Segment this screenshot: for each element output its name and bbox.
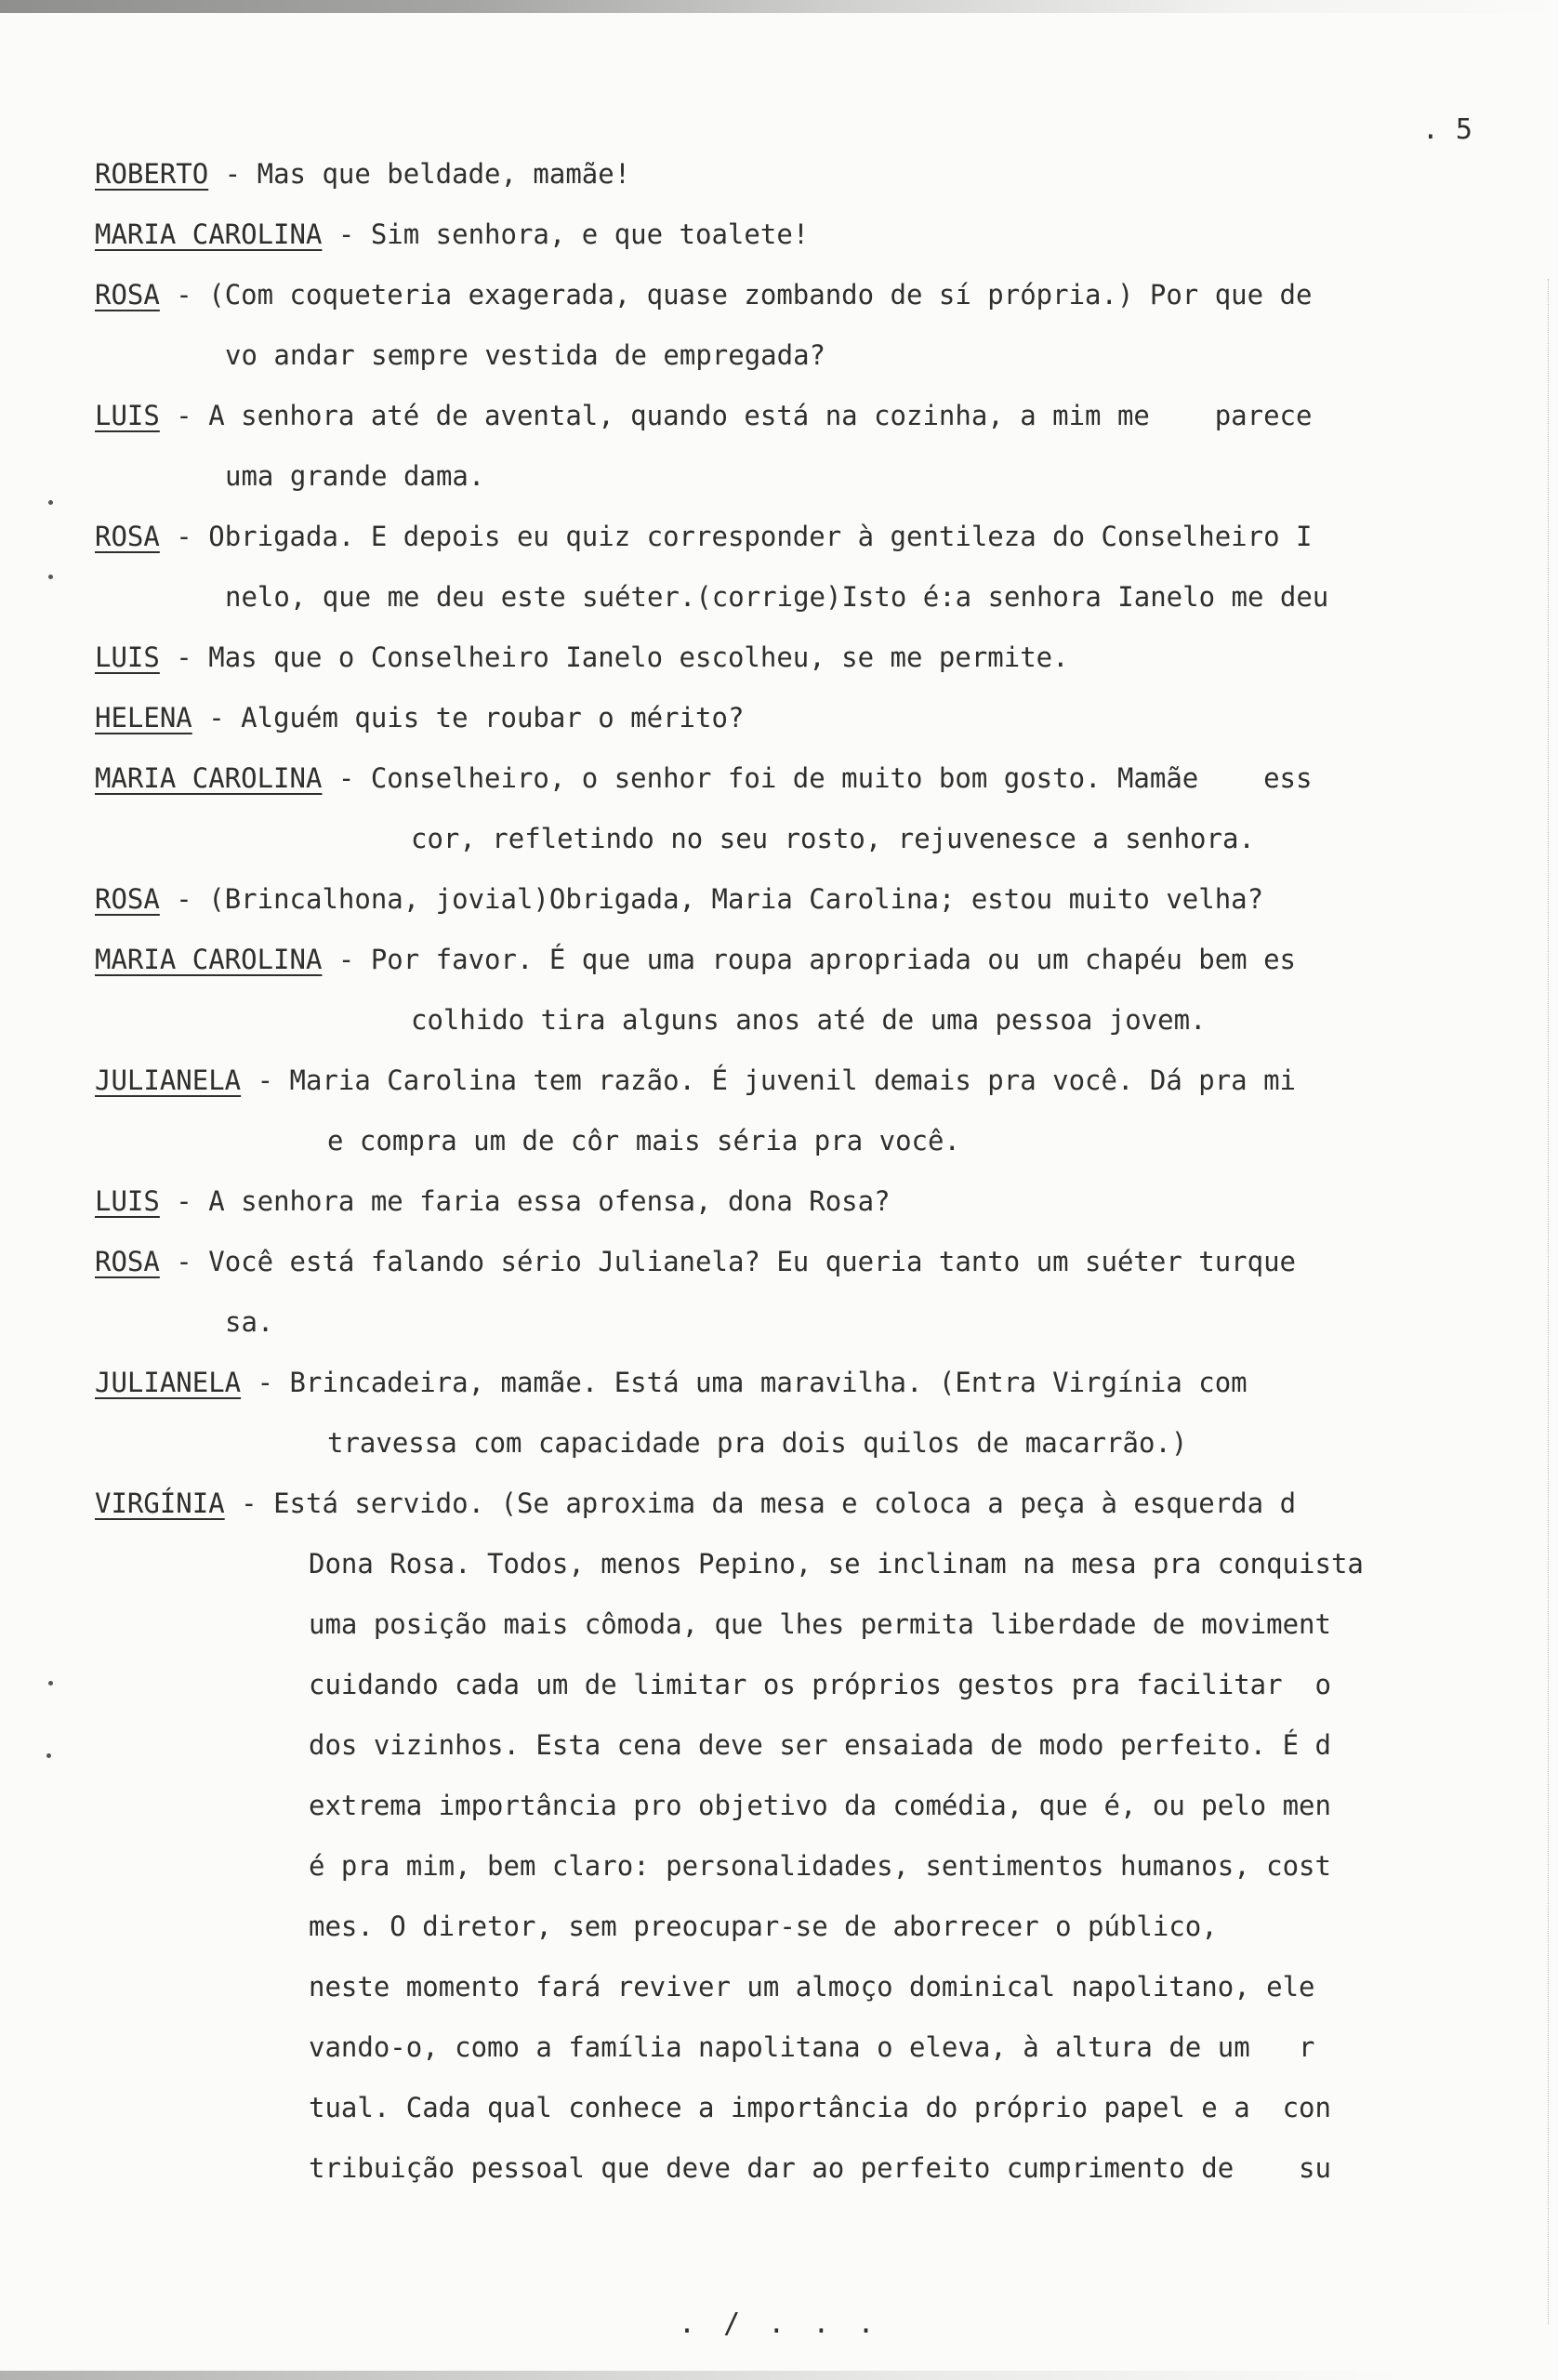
speaker-name: ROBERTO	[95, 158, 209, 190]
dialogue-continuation: cuidando cada um de limitar os próprios gestos pra facilitar o	[309, 1669, 1331, 1700]
speaker-separator: -	[159, 521, 209, 552]
dialogue-continuation: tribuição pessoal que deve dar ao perfeito cumprimento de su	[309, 2152, 1331, 2184]
dialogue-text: Alguém quis te roubar o mérito?	[241, 702, 745, 734]
speaker-name: LUIS	[95, 1185, 160, 1217]
dialogue-continuation: uma posição mais cômoda, que lhes permita liberdade de moviment	[309, 1608, 1331, 1640]
speaker-separator: -	[191, 702, 242, 734]
speaker-separator: -	[241, 1064, 290, 1096]
dialogue-continuation: uma grande dama.	[225, 460, 485, 492]
speaker-separator: -	[159, 883, 209, 915]
dialogue-continuation: extrema importância pro objetivo da comédia, que é, ou pelo men	[309, 1790, 1331, 1821]
dialogue-continuation: e compra um de côr mais séria pra você.	[327, 1125, 960, 1157]
dialogue-text: Você está falando sério Julianela? Eu queria tanto um suéter turque	[208, 1246, 1297, 1277]
scan-edge-bottom	[0, 2371, 1558, 2380]
speaker-separator: -	[159, 1185, 209, 1217]
dialogue-continuation: neste momento fará reviver um almoço dominical napolitano, ele	[309, 1971, 1315, 2003]
dialogue-text: Está servido. (Se aproxima da mesa e coloca a peça à esquerda d	[273, 1488, 1297, 1519]
speaker-name: LUIS	[95, 400, 160, 431]
dialogue-line	[95, 1232, 1489, 1292]
speaker-name: ROSA	[95, 1246, 160, 1277]
speaker-name: ROSA	[95, 521, 160, 552]
speaker-separator: -	[208, 158, 257, 190]
dialogue-text: Obrigada. E depois eu quiz corresponder à gentileza do Conselheiro I	[208, 521, 1313, 552]
dialogue-line	[95, 1474, 1489, 1534]
page-number: . 5	[1421, 113, 1472, 146]
speaker-separator: -	[241, 1367, 290, 1398]
dialogue-line	[95, 265, 1489, 325]
scan-speck	[46, 1753, 51, 1758]
dialogue-continuation: tual. Cada qual conhece a importância do próprio papel e a con	[309, 2092, 1331, 2123]
dialogue-text: Maria Carolina tem razão. É juvenil demais pra você. Dá pra mi	[289, 1064, 1297, 1096]
speaker-separator: -	[159, 400, 209, 431]
speaker-name: LUIS	[95, 641, 160, 673]
dialogue-line	[95, 628, 1489, 688]
speaker-name: MARIA CAROLINA	[95, 218, 323, 250]
dialogue-line	[95, 688, 1489, 748]
dialogue-line	[95, 507, 1489, 567]
dialogue-continuation: vando-o, como a família napolitana o eleva, à altura de um r	[309, 2031, 1315, 2063]
speaker-name: MARIA CAROLINA	[95, 944, 323, 975]
dialogue-line	[95, 930, 1489, 990]
dialogue-text: Mas que beldade, mamãe!	[257, 158, 631, 190]
speaker-name: HELENA	[95, 702, 192, 734]
dialogue-text: Brincadeira, mamãe. Está uma maravilha. (Entra Virgínia com	[289, 1367, 1248, 1398]
dialogue-line	[95, 386, 1489, 446]
speaker-separator: -	[159, 1246, 209, 1277]
dialogue-line	[95, 869, 1489, 930]
dialogue-line	[95, 205, 1489, 265]
speaker-separator: -	[159, 641, 209, 673]
speaker-separator: -	[322, 944, 371, 975]
scan-edge-top	[0, 0, 1558, 13]
dialogue-line	[95, 1171, 1489, 1232]
speaker-name: ROSA	[95, 883, 160, 915]
dialogue-line	[95, 144, 1489, 205]
dialogue-text: Por favor. É que uma roupa apropriada ou um chapéu bem es	[370, 944, 1297, 975]
dialogue-text: A senhora até de avental, quando está na cozinha, a mim me parece	[208, 400, 1313, 431]
dialogue-text: (Brincalhona, jovial)Obrigada, Maria Carolina; estou muito velha?	[208, 883, 1264, 915]
speaker-separator: -	[224, 1488, 274, 1519]
speaker-name: JULIANELA	[95, 1064, 242, 1096]
dialogue-text: Sim senhora, e que toalete!	[370, 218, 810, 250]
scan-edge-right	[1547, 279, 1549, 2324]
dialogue-text: A senhora me faria essa ofensa, dona Rosa?	[208, 1185, 891, 1217]
scan-speck	[48, 1681, 53, 1686]
dialogue-line	[95, 1051, 1489, 1111]
dialogue-line	[95, 1353, 1489, 1413]
dialogue-continuation: nelo, que me deu este suéter.(corrige)Isto é:a senhora Ianelo me deu	[225, 581, 1329, 613]
dialogue-continuation: colhido tira alguns anos até de uma pessoa jovem.	[411, 1004, 1207, 1036]
dialogue-text: Mas que o Conselheiro Ianelo escolheu, se me permite.	[208, 641, 1069, 673]
dialogue-line	[95, 748, 1489, 809]
dialogue-continuation: vo andar sempre vestida de empregada?	[225, 339, 826, 371]
scan-speck	[48, 575, 53, 579]
dialogue-continuation: cor, refletindo no seu rosto, rejuvenesce a senhora.	[411, 823, 1255, 854]
scan-speck	[48, 500, 53, 505]
dialogue-continuation: Dona Rosa. Todos, menos Pepino, se inclinam na mesa pra conquista	[309, 1548, 1364, 1580]
speaker-name: JULIANELA	[95, 1367, 242, 1398]
speaker-separator: -	[322, 762, 371, 794]
dialogue-continuation: é pra mim, bem claro: personalidades, sentimentos humanos, cost	[309, 1850, 1331, 1882]
dialogue-text: Conselheiro, o senhor foi de muito bom gosto. Mamãe ess	[370, 762, 1313, 794]
page-footer-continuation: . / . . .	[679, 2307, 880, 2340]
speaker-name: ROSA	[95, 279, 160, 311]
speaker-name: VIRGÍNIA	[95, 1488, 225, 1519]
dialogue-continuation: dos vizinhos. Esta cena deve ser ensaiada de modo perfeito. É d	[309, 1729, 1331, 1761]
dialogue-continuation: sa.	[225, 1306, 274, 1338]
dialogue-text: (Com coqueteria exagerada, quase zombando de sí própria.) Por que de	[208, 279, 1313, 311]
dialogue-continuation: mes. O diretor, sem preocupar-se de aborrecer o público,	[309, 1911, 1300, 1942]
speaker-name: MARIA CAROLINA	[95, 762, 323, 794]
speaker-separator: -	[159, 279, 209, 311]
dialogue-continuation: travessa com capacidade pra dois quilos de macarrão.)	[327, 1427, 1188, 1459]
speaker-separator: -	[322, 218, 371, 250]
